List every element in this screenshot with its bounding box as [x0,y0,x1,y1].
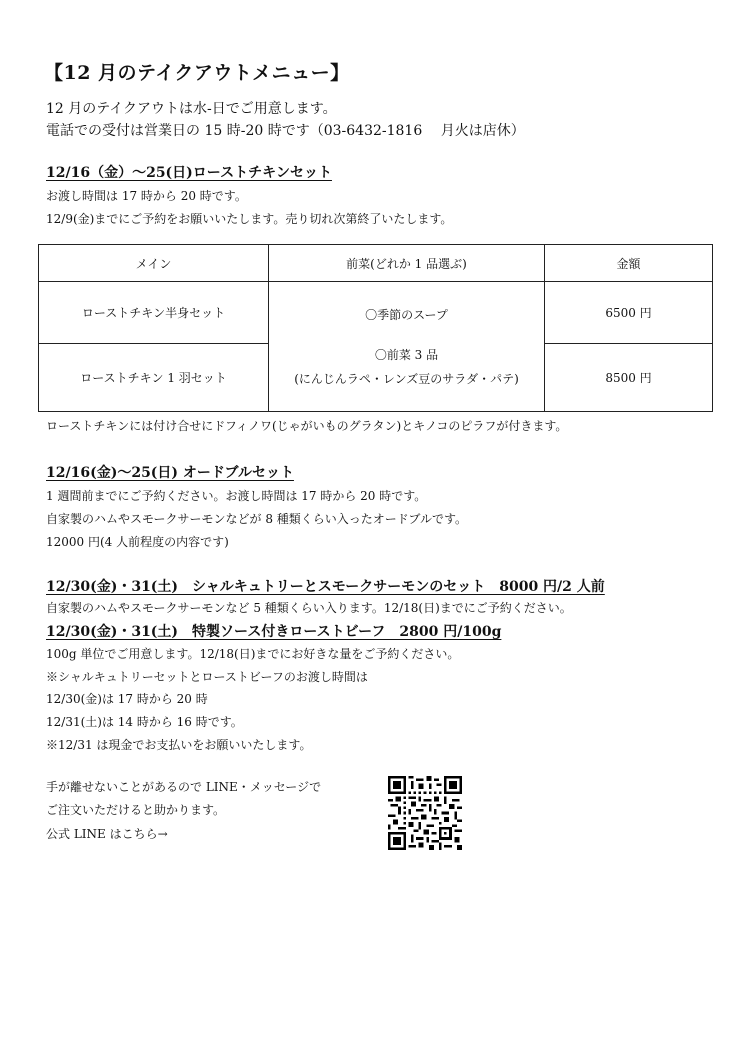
starter-three-detail: (にんじんラペ・レンズ豆のサラダ・パテ) [294,371,519,386]
hors-doeuvre-price: 12000 円(4 人前程度の内容です) [46,535,229,549]
contact-line-1: 手が離せないことがあるので LINE・メッセージで [46,780,322,794]
roast-beef-line-3: 12/30(金)は 17 時から 20 時 [46,692,208,706]
intro-line-days: 12 月のテイクアウトは水-日でご用意します。 [46,101,337,117]
roast-chicken-pickup-time: お渡し時間は 17 時から 20 時です。 [46,189,247,203]
hors-doeuvre-line-1: 1 週間前までにご予約ください。お渡し時間は 17 時から 20 時です。 [46,489,427,503]
roast-beef-line-5: ※12/31 は現金でお支払いをお願いいたします。 [46,738,312,752]
roast-beef-heading: 12/30(金)・31(土) 特製ソース付きローストビーフ 2800 円/100g [46,624,502,640]
roast-chicken-side-note: ローストチキンには付け合せにドフィノワ(じゃがいものグラタン)とキノコのピラフが付きます。 [46,419,568,433]
qr-code-icon[interactable] [388,776,462,850]
intro-line-phone: 電話での受付は営業日の 15 時-20 時です（03-6432-1816 月火は店休） [46,123,525,139]
contact-line-2: ご注文いただけると助かります。 [46,803,226,817]
roast-chicken-table [38,244,713,412]
price-whole-chicken: 8500 円 [545,344,713,412]
starter-three-appetizers: 〇前菜 3 品 [374,347,439,362]
main-half-chicken: ローストチキン半身セット [39,282,269,344]
roast-chicken-reservation: 12/9(金)までにご予約をお願いいたします。売り切れ次第終了いたします。 [46,212,453,226]
main-whole-chicken: ローストチキン 1 羽セット [39,344,269,412]
table-header-starter: 前菜(どれか 1 品選ぶ) [269,245,545,282]
roast-beef-line-4: 12/31(土)は 14 時から 16 時です。 [46,715,243,729]
roast-chicken-heading: 12/16（金）～25(日)ローストチキンセット [46,165,332,181]
line-official-link[interactable]: 公式 LINE はこちら→ [46,827,168,841]
table-header-main: メイン [39,245,269,282]
charcuterie-line-1: 自家製のハムやスモークサーモンなど 5 種類くらい入ります。12/18(日)までにご予約ください。 [46,601,572,615]
starter-options-cell [269,282,545,412]
price-half-chicken: 6500 円 [545,282,713,344]
hors-doeuvre-heading: 12/16(金)～25(日) オードブルセット [46,465,294,481]
charcuterie-heading: 12/30(金)・31(土) シャルキュトリーとスモークサーモンのセット 8000 円/2 人前 [46,579,605,595]
table-row [39,282,713,344]
roast-beef-line-1: 100g 単位でご用意します。12/18(日)までにお好きな量をご予約ください。 [46,647,460,661]
table-header-price: 金額 [545,245,713,282]
hors-doeuvre-line-2: 自家製のハムやスモークサーモンなどが 8 種類くらい入ったオードブルです。 [46,512,467,526]
page-title: 【12 月のテイクアウトメニュー】 [44,62,350,84]
starter-soup: 〇季節のスープ [365,307,448,322]
roast-beef-line-2: ※シャルキュトリーセットとローストビーフのお渡し時間は [46,670,368,684]
